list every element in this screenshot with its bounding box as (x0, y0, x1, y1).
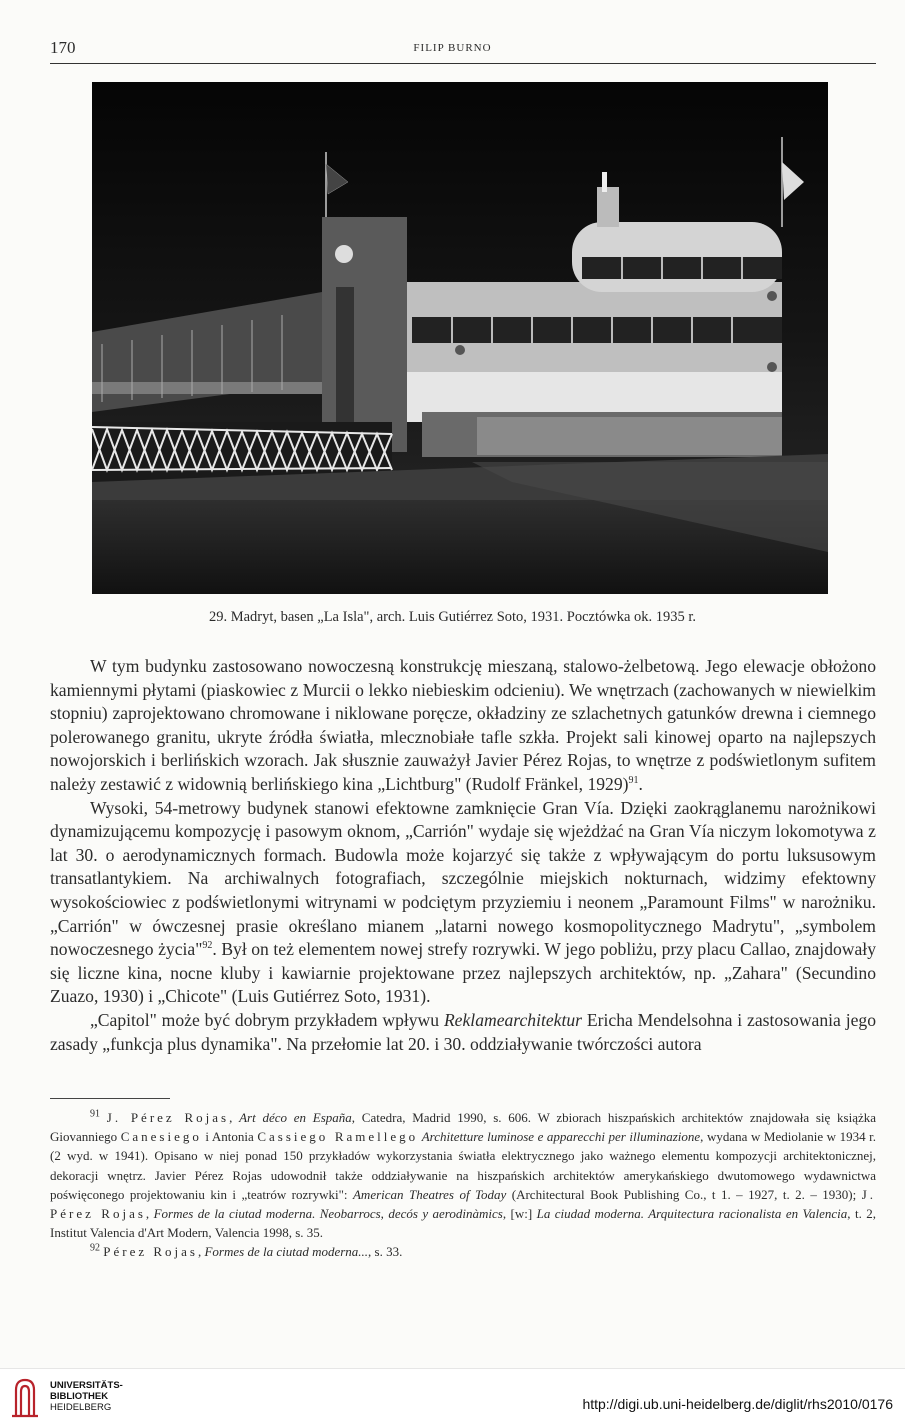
paragraph-3: „Capitol" może być dobrym przykładem wpływu Reklamearchitektur Ericha Mendelsohna i zastosowania jego zasady „funkcja plus dynamika". Na przełomie lat 20. i 30. oddziaływanie twórczości autora (50, 1009, 877, 1054)
paragraph-1: W tym budynku zastosowano nowoczesną konstrukcję mieszaną, stalowo-żelbetową. Jego elewacje obłożono kamiennymi płytami (piaskowiec z Murcii o lekko niebieskim odcieniu). We wnętrzach (zachowanych w niewielkim stopniu) zaprojektowano chromowane i niklowane poręcze, okładziny ze szlachetnych gatunków drewna i ciemnego polerowanego granitu, ukryte źródła światła, mlecznobiałe tafle szkła. Projekt sali kinowej oparto na najlepszych nowojorskich i berlińskich wzorach. Jak słusznie zauważył Javier Pérez Rojas, to wnętrze z podświetlonym sufitem należy zestawić z widownią berlińskiego kina „Lichtburg" (Rudolf Fränkel, 1929)$^{91}$. (50, 656, 876, 794)
source-url[interactable]: http://digi.ub.uni-heidelberg.de/diglit/rhs2010/0176 (582, 1396, 893, 1412)
footnote-91: $^{91}$ J. Pérez Rojas, Art déco en España, Catedra, Madrid 1990, s. 606. W zbiorach hiszpańskich architektów znajdowała się książka Giovanniego Canesiego i Antonia Cassiego Ramellego Architetture luminose e apparecchi per illuminazione, wydana w Mediolanie w 1934 r. (2 wyd. w 1941). Opisano w niej ponad 150 przykładów wykorzystania światła elektrycznego jako ważnego elementu kompozycji architektonicznej, dekoracji wnętrz. Javier Pérez Rojas udowodnił także oddziaływanie na hiszpańskich architektów amerykańskiego dwutomowego wydawnictwa poświęconego projektowaniu kin i „teatrów rozrywki": American Theatres of Today (Architectural Book Publishing Co., t 1. – 1927, t. 2. – 1930); J. Pérez Rojas, Formes de la ciutad moderna. Neobarrocs, decós y aerodinàmics, [w:] La ciudad moderna. Arquitectura racionalista en Valencia, t. 2, Institut Valencia d'Art Modern, Valencia 1998, s. 35. (50, 1108, 877, 1241)
footnote-92: $^{92}$ Pérez Rojas, Formes de la ciutad moderna..., s. 33. (90, 1243, 403, 1260)
figure-caption: 29. Madryt, basen „La Isla", arch. Luis Gutiérrez Soto, 1931. Pocztówka ok. 1935 r. (208, 609, 697, 625)
figure-photo (92, 82, 828, 594)
library-name[interactable]: UNIVERSITÄTS- BIBLIOTHEK HEIDELBERG (50, 1380, 123, 1413)
footnote-ref-91: 91 (628, 775, 639, 787)
body-text (50, 655, 876, 1056)
header-rule (50, 63, 876, 64)
photo-tower (322, 217, 407, 452)
footnote-rule (50, 1098, 170, 1099)
running-title: FILIP BURNO (413, 42, 492, 54)
footnotes (50, 1108, 876, 1262)
page-number: 170 (50, 38, 76, 57)
footnote-ref-92: 92 (202, 940, 213, 952)
library-logo-icon[interactable] (10, 1376, 40, 1418)
paragraph-2: Wysoki, 54-metrowy budynek stanowi efektowne zamknięcie Gran Vía. Dzięki zaokrąglanemu narożnikowi dynamizującemu kompozycję i pasowym oknom, „Carrión" wydaje się wjeżdżać na Gran Vía niczym lokomotywa z lat 30. o aerodynamicznych formach. Budowla może kojarzyć się także z wpływającym do portu luksusowym transatlantykiem. Na archiwalnych fotografiach, szczególnie miejskich nokturnach, widzimy efektowny wysokościowiec z podświetlonymi witrynami w podciętym przyziemiu i neonem „Paramount Films" w narożniku. „Carrión" w ówczesnej prasie określano mianem „latarni nowego kosmopolitycznego Madrytu", „symbolem nowoczesnego życia"$^{92}$. Był on też elementem nowej strefy rozrywki. W jego pobliżu, przy placu Callao, znajdowały się liczne kina, nocne kluby i kawiarnie projektowane przez najlepszych architektów, np. „Zahara" (Secundino Zuazo, 1930) i „Chicote" (Luis Gutiérrez Soto, 1931). (50, 797, 876, 1007)
